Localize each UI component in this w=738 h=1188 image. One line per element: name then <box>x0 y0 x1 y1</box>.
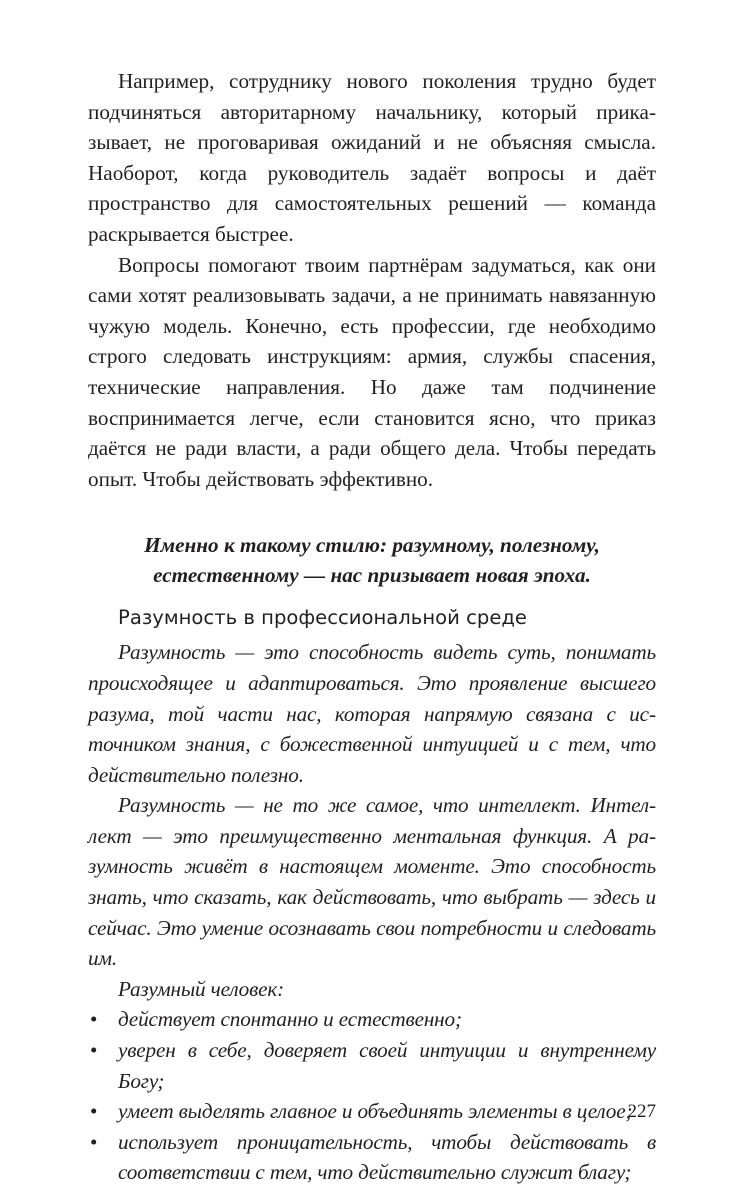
pull-quote <box>88 530 656 590</box>
list-item <box>88 1096 656 1127</box>
list-item <box>88 1035 656 1096</box>
list-item-text: умеет выделять главное и объединять элементы в целое; <box>118 1099 633 1124</box>
book-page <box>88 66 656 1188</box>
italic-paragraph-2: Разумность — не то же самое, что интеллект. Интеллект — это преимущественно ментальная функция. А разумность живёт в настоящем моменте. Это способность знать, что сказать, как действовать, что выбрать — здесь и сейчас. Это умение осознавать свои потребности и следовать им. <box>88 793 656 971</box>
bullet-icon: • <box>90 1007 98 1032</box>
bullet-icon: • <box>90 1129 98 1154</box>
list-item <box>88 1004 656 1035</box>
list-intro: Разумный человек: <box>118 976 285 1001</box>
bullet-icon: • <box>90 1099 98 1124</box>
list-item-text: использует проницательность, чтобы действовать в соответствии с тем, что действительно служит благу; <box>118 1129 656 1185</box>
list-item <box>88 1127 656 1188</box>
pull-quote-line-1: Именно к такому стилю: разумному, полезному, <box>144 533 600 558</box>
page-number: 227 <box>627 1101 656 1122</box>
list-item-text: действует спонтанно и естественно; <box>118 1007 462 1032</box>
bullet-list <box>88 1004 656 1188</box>
body-paragraph-1: Например, сотруднику нового поколения трудно будет подчиняться авторитарному начальнику, который приказывает, не проговаривая ожиданий и не объясняя смысла. Наоборот, когда руководитель задаёт вопросы и даёт пространство для самостоятельных решений — команда раскрывается быстрее. <box>88 69 656 246</box>
italic-paragraph-1: Разумность — это способность видеть суть, понимать происходящее и адаптироваться. Это проявление высшего разума, той части нас, которая напрямую связана с источником знания, с божественной интуицией и с тем, что действительно полезно. <box>88 640 656 787</box>
list-item-text: уверен в себе, доверяет своей интуиции и внутреннему Богу; <box>118 1038 656 1093</box>
bullet-icon: • <box>90 1038 98 1063</box>
section-heading: Разумность в профессиональной среде <box>118 606 527 630</box>
body-paragraph-2: Вопросы помогают твоим партнёрам задуматься, как они сами хотят реализовывать задачи, а не принимать навязанную чужую модель. Конечно, есть профессии, где необходимо строго следовать инструкциям: армия, службы спасения, технические направления. Но даже там подчинение воспринимается легче, если становится ясно, что приказ даётся не ради власти, а ради общего дела. Чтобы передать опыт. Чтобы действовать эффективно. <box>88 252 656 491</box>
pull-quote-line-2: естественному — нас призывает новая эпоха. <box>153 563 591 588</box>
